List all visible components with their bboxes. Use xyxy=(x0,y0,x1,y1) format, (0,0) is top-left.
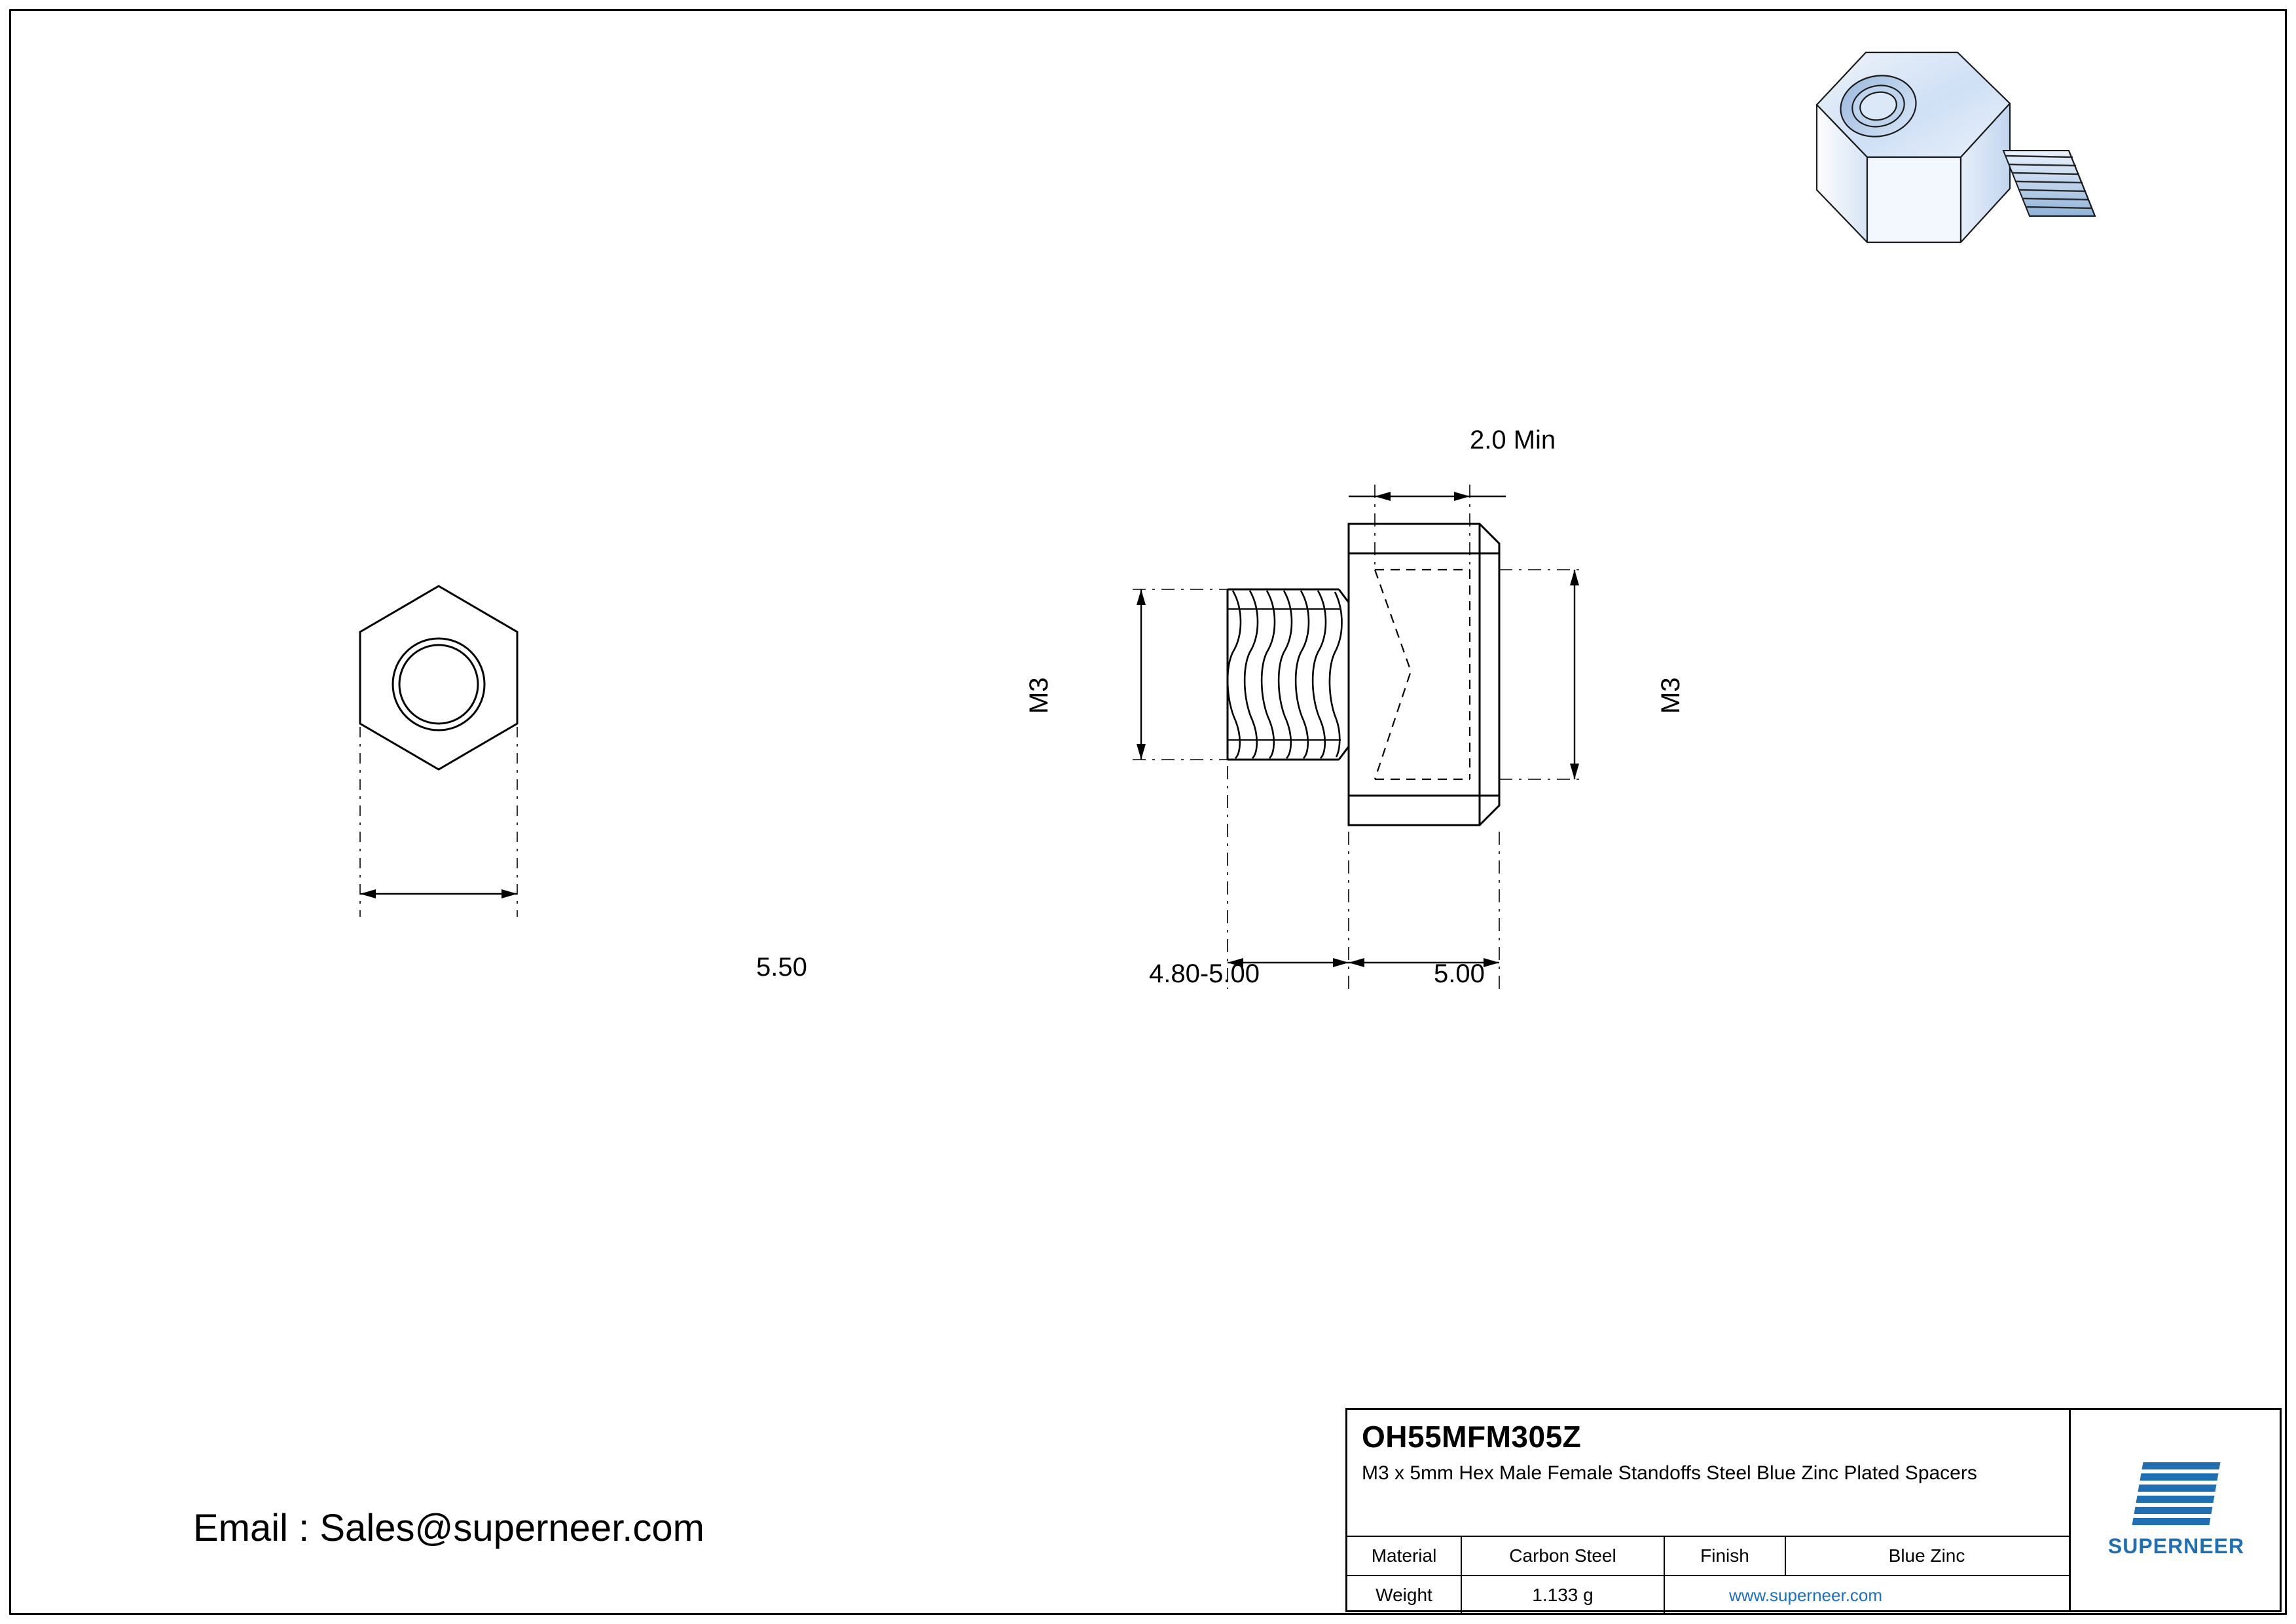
logo-bars-icon xyxy=(2132,1462,2221,1525)
right-thread-label: M3 xyxy=(1656,677,1685,714)
company-logo xyxy=(2071,1410,2282,1610)
material-finish-row xyxy=(1347,1536,2069,1575)
finish-value: Blue Zinc xyxy=(1888,1545,1965,1566)
hex-length-dim: 5.00 xyxy=(1434,959,1485,988)
male-thread-length-dim: 4.80-5.00 xyxy=(1149,959,1260,988)
front-hex-view xyxy=(308,511,648,1008)
logo-text: SUPERNEER xyxy=(2107,1534,2245,1558)
title-block xyxy=(1345,1408,2282,1612)
material-label: Material xyxy=(1347,1537,1462,1575)
title-block-info xyxy=(1347,1410,2071,1610)
front-width-dim: 5.50 xyxy=(756,953,807,982)
top-min-dim: 2.0 Min xyxy=(1470,426,1556,454)
weight-website-row xyxy=(1347,1575,2069,1614)
weight-label: Weight xyxy=(1347,1576,1462,1614)
part-description: M3 x 5mm Hex Male Female Standoffs Steel Blue Zinc Plated Spacers xyxy=(1362,1462,1977,1484)
website-link[interactable]: www.superneer.com xyxy=(1728,1585,1883,1605)
weight-value: 1.133 g xyxy=(1462,1576,1665,1614)
contact-email: Email : Sales@superneer.com xyxy=(193,1507,704,1549)
isometric-standoff-render xyxy=(1787,26,2246,393)
website-cell xyxy=(1665,1576,1946,1614)
material-value: Carbon Steel xyxy=(1462,1537,1665,1575)
side-section-view xyxy=(982,413,1676,1028)
left-thread-label: M3 xyxy=(1025,677,1053,714)
finish-label: Finish xyxy=(1665,1537,1786,1575)
part-number: OH55MFM305Z xyxy=(1362,1420,1582,1454)
